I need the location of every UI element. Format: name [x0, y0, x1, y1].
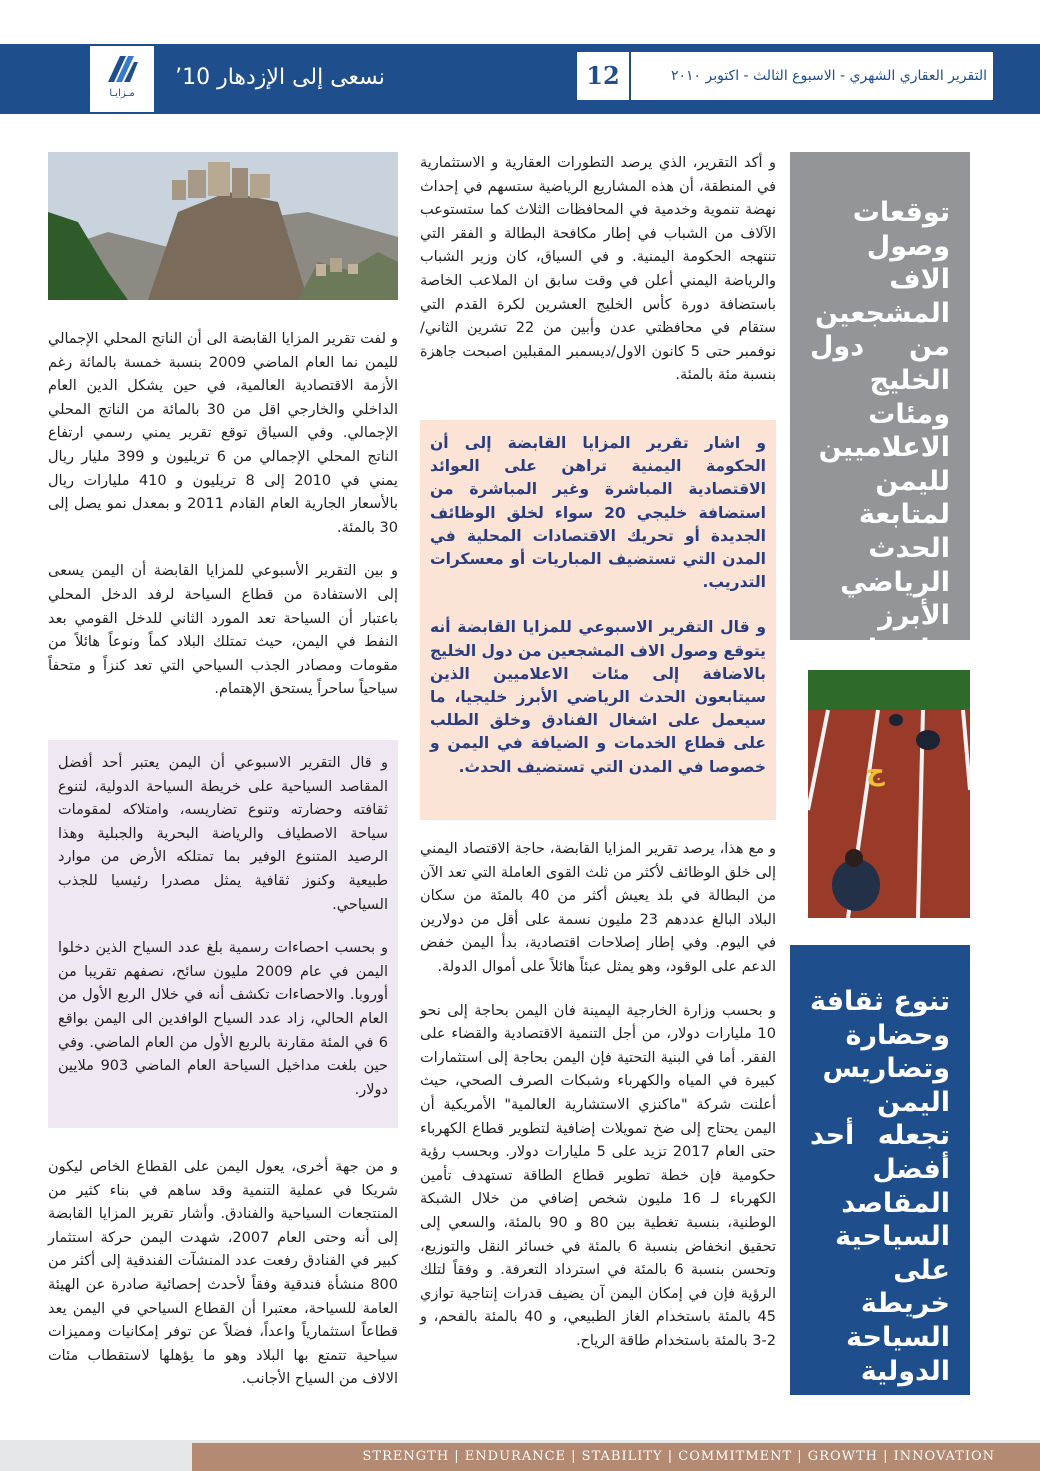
- middle-article-top: [420, 152, 776, 408]
- footer-values: STRENGTH | ENDURANCE | STABILITY | COMMITMENT | GROWTH | INNOVATION: [362, 1449, 995, 1464]
- middle-article-bottom: [420, 838, 776, 1373]
- logo-chevrons-icon: [104, 54, 140, 84]
- svg-text:ج: ج: [866, 757, 885, 787]
- article-paragraph: و بين التقرير الأسبوعي للمزايا القابضة أن اليمن يسعى إلى الاستفادة من قطاع السياحة لرفد الدخل المحلي باعتبار أن السياحة تعد المورد الثاني للدخل القومي بعد النفط في اليمن، حيث تمتلك البلاد كماً ونوعاً هائلاً من مقومات ومصادر الجذب السياحي التي تعد كنزاً و متحفاً سياحياً ساحراً يستحق الإهتمام.: [48, 563, 398, 698]
- highlight-text: [430, 432, 766, 801]
- track-photo-illustration: [808, 670, 970, 918]
- article-paragraph: و من جهة أخرى، يعول اليمن على القطاع الخاص ليكون شريكا في عملية التنمية وقد ساهم في بناء كثير من المنتجعات السياحية والفنادق. وأشار تقرير المزايا القابضة إلى أنه وحتى العام 2007، شهدت اليمن حركة استثمار كبير في الفنادق رفعت عدد المنشآت الفندقية إلى أكثر من 800 منشأة فندقية وفقاً لأحدث إحصائية صادرة عن الهيئة العامة للسياحة، معتبرا أن القطاع السياحي في اليمن يعد قطاعاً استثمارياً واعداً، فضلاً عن توفر إمكانيات ومميزات سياحية تتمتع بها البلاد وهو ما يؤهلها لاستقطاب مئات الالاف من السياح الأجانب.: [48, 1159, 398, 1388]
- article-paragraph: و بحسب احصاءات رسمية بلغ عدد السياح الذين دخلوا اليمن في عام 2009 مليون سائح، نصفهم تقريبا من أوروبا. والاحصاءات تكشف أنه في خلال الربع الأول من العام الحالي، زاد عدد السياح الوافدين الى اليمن بواقع 6 في المئة مقارنة بالربع الأول من العام الماضي. وفي حين بلغت مداخيل السياحة العام الماضي 903 ملايين دولار.: [58, 940, 388, 1098]
- tourism-box-text: [58, 752, 388, 1122]
- highlight-paragraph: و قال التقرير الاسبوعي للمزايا القابضة أنه يتوقع وصول الاف المشجعين من دول الخليج بالاضافة إلى مئات الاعلاميين الذين سيتابعون الحدث الرياضي الأبرز خليجيا، ما سيعمل على اشغال الفنادق وخلق الطلب على قطاع الخدمات و الضيافة في اليمن و خصوصا في المدن التي تستضيف الحدث.: [430, 618, 766, 776]
- left-article-bottom: [48, 1156, 398, 1412]
- article-paragraph: و بحسب وزارة الخارجية اليمينة فان اليمن بحاجة إلى نحو 10 مليارات دولار، من أجل التنمية الاقتصادية والقضاء على الفقر. أما في البنية التحتية فإن اليمن بحاجة إلى استثمارات كبيرة في المياه والكهرباء وشبكات الصرف الصحي، حيث أعلنت شركة "ماكنزي الاستشارية العالمية" الأمريكية أن اليمن يحتاج إلى ضخ تمويلات إضافية لتطوير قطاع الكهرباء حتى العام 2017 تزيد على 5 مليارات دولار. وبحسب رؤية حكومية فإن خطة تطوير قطاع الطاقة تستهدف تأمين الكهرباء لـ 16 مليون شخص إضافي من خلال الشبكة الوطنية، بنسبة تغطية بين 80 و 90 بالمئة، والسعي إلى تحقيق انخفاض بنسبة 6 بالمئة في خسائر النقل والتوزيع، وتحسن بنسبة 6 بالمئة في استرداد التعرفة. و وفقاً لتلك الرؤية فإن في إمكان اليمن آن يضيف قدرات إنتاجية توازي 45 بالمئة باستخدام الغاز الطبيعي، و 40 بالمئة بالفحم، و 2-3 بالمئة باستخدام طاقة الرياح.: [420, 1002, 777, 1349]
- highlight-paragraph: و اشار تقرير المزايا القابضة إلى أن الحكومة اليمنية تراهن على العوائد الاقتصادية المباشرة وغير المباشرة من استضافة خليجي 20 سواء لخلق الوظائف الجديدة أو تحريك الاقتصادات المحلية في المدن التي تستضيف المباريات أو معسكرات التدريب.: [430, 434, 766, 592]
- header-slogan: نسعى إلى الإزدهار 10’: [175, 65, 385, 90]
- pull-quote-grey-text: توقعات وصول الاف المشجعين من دول الخليج ومئات الاعلاميين لليمن لمتابعة الحدث الرياضي الأبرز خليجيا: [810, 197, 950, 665]
- village-photo: [48, 152, 398, 300]
- article-paragraph: و قال التقرير الاسبوعي أن اليمن يعتبر أحد أفضل المقاصد السياحية على خريطة السياحة الدولية، لتنوع ثقافته وحضارته وتنوع تضاريسه، وامتلاكه لمقومات سياحة الاصطياف والرياضة البحرية والجبلية وهذا الرصيد المتنوع الوفير بما تمتلكه الأرض من موارد طبيعية وكنوز ثقافية يمثل مصدرا رئيسيا للجذب السياحي.: [58, 755, 388, 913]
- track-athlete-photo: [808, 670, 970, 918]
- page-header: [0, 0, 1040, 126]
- village-photo-illustration: [48, 152, 398, 300]
- left-article-top: [48, 328, 398, 722]
- pull-quote-grey: [790, 152, 970, 665]
- article-paragraph: و أكد التقرير، الذي يرصد التطورات العقارية و الاستثمارية في المنطقة، أن هذه المشاريع الرياضية ستسهم في إحداث نهضة تنموية وخدمية في المحافظات الثلاث كما ستستوعب الآلاف من الشباب في إطار مكافحة البطالة و الفقر التي تنتهجه الحكومة اليمنية. و في السياق، كان وزير الشباب والرياضة اليمني أعلن في وقت سابق ان الملاعب الخاصة باستضافة دورة كأس الخليج العشرين لكرة القدم التي ستقام في محافظتي عدن وأبين من 22 تشرين الثاني/نوفمبر حتى 5 كانون الاول/ديسمبر المقبلين اصبحت جاهزة بنسبة مئة بالمئة.: [420, 155, 776, 384]
- report-title: التقرير العقاري الشهري - الاسبوع الثالث - اكتوبر ٢٠١٠: [670, 68, 987, 84]
- logo-text: مـزايـا: [109, 88, 135, 99]
- pull-quote-blue-text: تنوع ثقافة وحضارة وتضاريس اليمن تجعله أحد أفضل المقاصد السياحية على خريطة السياحة الدولية: [810, 986, 950, 1387]
- page-number: 12: [577, 52, 631, 100]
- article-paragraph: و لفت تقرير المزايا القابضة الى أن الناتج المحلي الإجمالي لليمن نما العام الماضي 2009 بنسبة خمسة بالمائة رغم الأزمة الاقتصادية العالمية، في حين يشكل الدين العام الداخلي والخارجي اقل من 30 بالمائة من الناتج المحلي الإجمالي. وفي السياق توقع تقرير يمني رسمي ارتفاع الناتج المحلي الإجمالي من 6 تريليون و 399 مليار ريال يمني في 2010 إلى 8 تريليون و 410 مليارات ريال بالأسعار الجارية العام القادم 2011 و بمعدل نمو يصل إلى 30 بالمئة.: [48, 331, 399, 536]
- page-info-box: [575, 50, 995, 102]
- article-paragraph: و مع هذا، يرصد تقرير المزايا القابضة، حاجة الاقتصاد اليمني إلى خلق الوظائف لأكثر من ثلث القوى العاملة التي تعد الآن من البطالة في بلد يعيش أكثر من 40 بالمئة من سكان البلاد البالغ عددهم 23 مليون نسمة على أقل من دولارين في اليوم. وفي إطار إصلاحات اقتصادية، بدأ اليمن خفض الدعم على الوقود، وهو يمثل عبئاً هائلاً على أموال الدولة.: [420, 841, 776, 975]
- pull-quote-blue: [790, 945, 970, 1395]
- mazaya-logo: [90, 46, 154, 112]
